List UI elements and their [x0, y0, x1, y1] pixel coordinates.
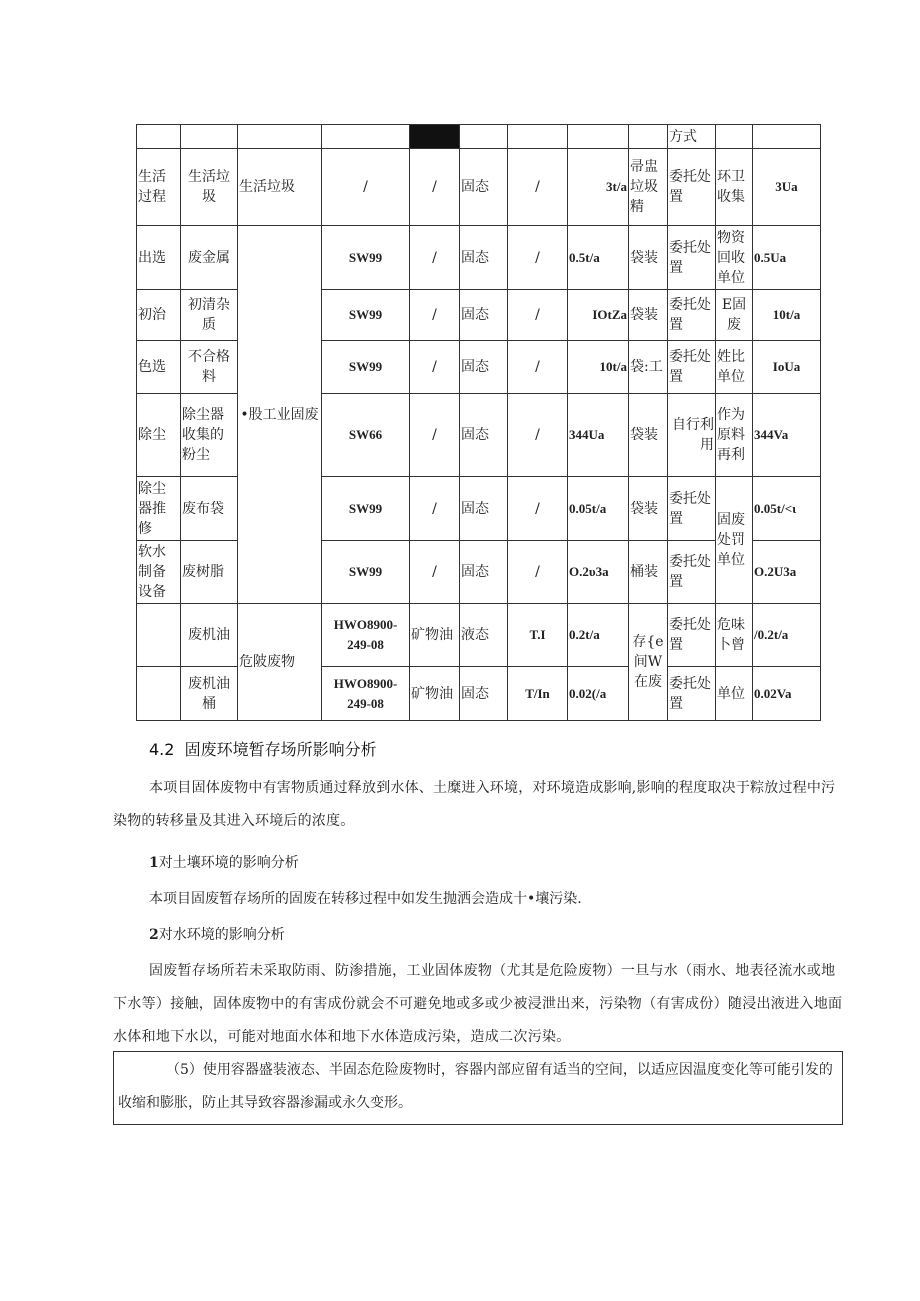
table-cell: 固态: [460, 290, 508, 341]
table-cell: 初清杂质: [181, 290, 238, 341]
table-cell: /: [508, 149, 568, 226]
table-cell: /: [508, 341, 568, 394]
table-cell: 出选: [137, 226, 181, 290]
table-cell: 桶装: [629, 541, 668, 604]
table-cell: /0.2t/a: [753, 604, 821, 667]
table-cell: /: [410, 149, 460, 226]
table-cell: 袋装: [629, 394, 668, 477]
table-cell: 0.5Ua: [753, 226, 821, 290]
table-cell: 委托处置: [668, 226, 716, 290]
table-cell: 0.05t/a: [568, 477, 629, 541]
table-cell: T/In: [508, 667, 568, 721]
table-cell: [322, 125, 410, 149]
table-cell: /: [410, 394, 460, 477]
table-cell: 固态: [460, 667, 508, 721]
table-cell: T.I: [508, 604, 568, 667]
table-cell: 委托处置: [668, 477, 716, 541]
table-cell: 0.5t/a: [568, 226, 629, 290]
table-cell: [460, 125, 508, 149]
merged-destination: 固废处罚单位: [716, 477, 753, 604]
table-cell: 0.02(/a: [568, 667, 629, 721]
table-cell: 废金属: [181, 226, 238, 290]
table-cell: /: [410, 226, 460, 290]
header-row: [137, 125, 821, 149]
table-cell: [137, 604, 181, 667]
table-cell: 袋:工: [629, 341, 668, 394]
table-cell: 物资回收单位: [716, 226, 753, 290]
intro-paragraph: 本项目固体废物中有害物质通过释放到水体、土糜进入环境，对环境造成影响,影响的程度取决于粽放过程中污染物的转移量及其进入环境后的浓度。: [113, 780, 836, 829]
redaction-block: [410, 125, 460, 149]
table-cell: /: [508, 290, 568, 341]
table-cell: [568, 125, 629, 149]
group-general: •股工业固废: [238, 226, 322, 604]
table-row: [137, 149, 821, 226]
table-cell: 矿物油: [410, 667, 460, 721]
table-cell: /: [508, 541, 568, 604]
table-cell: HWO8900-249-08: [322, 604, 410, 667]
table-cell: 344Va: [753, 394, 821, 477]
header-method: 方式: [668, 125, 716, 149]
table-cell: 自行利用: [668, 394, 716, 477]
table-cell: SW66: [322, 394, 410, 477]
table-cell: SW99: [322, 290, 410, 341]
table-row: [137, 604, 821, 667]
table-cell: 废树脂: [181, 541, 238, 604]
soil-heading: 1对土壤环境的影响分析: [149, 855, 299, 871]
table-cell: O.2υ3a: [568, 541, 629, 604]
table-cell: /: [322, 149, 410, 226]
table-cell: 废布袋: [181, 477, 238, 541]
table-cell: /: [508, 477, 568, 541]
table-cell: 生活垃圾: [238, 149, 322, 226]
table-cell: 帚盅垃圾精: [629, 149, 668, 226]
table-cell: 委托处置: [668, 541, 716, 604]
table-cell: IOtZa: [568, 290, 629, 341]
table-cell: /: [410, 341, 460, 394]
table-cell: 344Ua: [568, 394, 629, 477]
table-cell: 0.02Va: [753, 667, 821, 721]
table-cell: [137, 125, 181, 149]
table-cell: /: [508, 394, 568, 477]
table-cell: 作为原料再利: [716, 394, 753, 477]
group-hazardous: 危陂废物: [238, 604, 322, 721]
table-cell: [629, 125, 668, 149]
table-cell: 生活过程: [137, 149, 181, 226]
table-cell: SW99: [322, 477, 410, 541]
table-cell: 固态: [460, 541, 508, 604]
table-cell: 10t/a: [568, 341, 629, 394]
table-cell: E固废: [716, 290, 753, 341]
table-cell: 固态: [460, 341, 508, 394]
table-cell: [137, 667, 181, 721]
table-cell: /: [508, 226, 568, 290]
table-cell: IoUa: [753, 341, 821, 394]
table-cell: 10t/a: [753, 290, 821, 341]
table-cell: 不合格料: [181, 341, 238, 394]
table-cell: 委托处置: [668, 667, 716, 721]
table-cell: 固态: [460, 394, 508, 477]
table-cell: 袋装: [629, 290, 668, 341]
table-cell: 0.2t/a: [568, 604, 629, 667]
table-cell: 委托处置: [668, 290, 716, 341]
table-cell: SW99: [322, 541, 410, 604]
waste-table: [136, 124, 821, 721]
table-cell: 委托处置: [668, 604, 716, 667]
table-cell: 固态: [460, 149, 508, 226]
table-cell: 液态: [460, 604, 508, 667]
table-cell: 姓比单位: [716, 341, 753, 394]
table-cell: HWO8900-249-08: [322, 667, 410, 721]
table-cell: /: [410, 290, 460, 341]
table-cell: 3t/a: [568, 149, 629, 226]
table-cell: 固态: [460, 477, 508, 541]
table-cell: [181, 125, 238, 149]
table-cell: 单位: [716, 667, 753, 721]
table-cell: 废机油: [181, 604, 238, 667]
table-cell: 固态: [460, 226, 508, 290]
table-cell: 袋装: [629, 477, 668, 541]
table-cell: SW99: [322, 226, 410, 290]
table-cell: SW99: [322, 341, 410, 394]
table-cell: 袋装: [629, 226, 668, 290]
merged-package: 存{e间W在废: [629, 604, 668, 721]
table-cell: [716, 125, 753, 149]
table-cell: 委托处置: [668, 341, 716, 394]
table-cell: [753, 125, 821, 149]
table-row: [137, 226, 821, 290]
table-cell: 废机油桶: [181, 667, 238, 721]
table-cell: 除尘器收集的粉尘: [181, 394, 238, 477]
table-cell: 色选: [137, 341, 181, 394]
table-cell: 委托处置: [668, 149, 716, 226]
table-cell: 软水制备设备: [137, 541, 181, 604]
water-heading: 2对水环境的影响分析: [149, 927, 285, 943]
boxed-note: （5）使用容器盛装液态、半固态危险废物时，容器内部应留有适当的空间，以适应因温度变化等可能引发的收缩和膨胀，防止其导致容器渗漏或永久变形。: [113, 1051, 843, 1125]
table-cell: [238, 125, 322, 149]
table-cell: 除尘: [137, 394, 181, 477]
table-cell: 危味卜曾: [716, 604, 753, 667]
table-cell: 环卫收集: [716, 149, 753, 226]
table-cell: 3Ua: [753, 149, 821, 226]
table-cell: /: [410, 541, 460, 604]
table-cell: O.2U3a: [753, 541, 821, 604]
table-cell: [508, 125, 568, 149]
section-heading: 4.2 固废环境暂存场所影响分析: [149, 740, 377, 759]
water-paragraph: 固废暂存场所若未采取防雨、防渗措施，工业固体废物（尤其是危险废物）一旦与水（雨水、地表径流水或地下水等）接触，固体废物中的有害成份就会不可避免地或多或少被浸泄出来，污染物（有害成份）随浸出液进入地面水体和地下水以，可能对地面水体和地下水体造成污染，造成二次污染。: [113, 963, 843, 1045]
table-cell: /: [410, 477, 460, 541]
table-cell: 0.05t/<ι: [753, 477, 821, 541]
table-cell: 初治: [137, 290, 181, 341]
table-cell: 生活垃圾: [181, 149, 238, 226]
table-cell: 除尘器推修: [137, 477, 181, 541]
soil-paragraph: 本项目固废暂存场所的固废在转移过程中如发生抛洒会造成十•壤污染.: [149, 891, 582, 907]
table-cell: 矿物油: [410, 604, 460, 667]
